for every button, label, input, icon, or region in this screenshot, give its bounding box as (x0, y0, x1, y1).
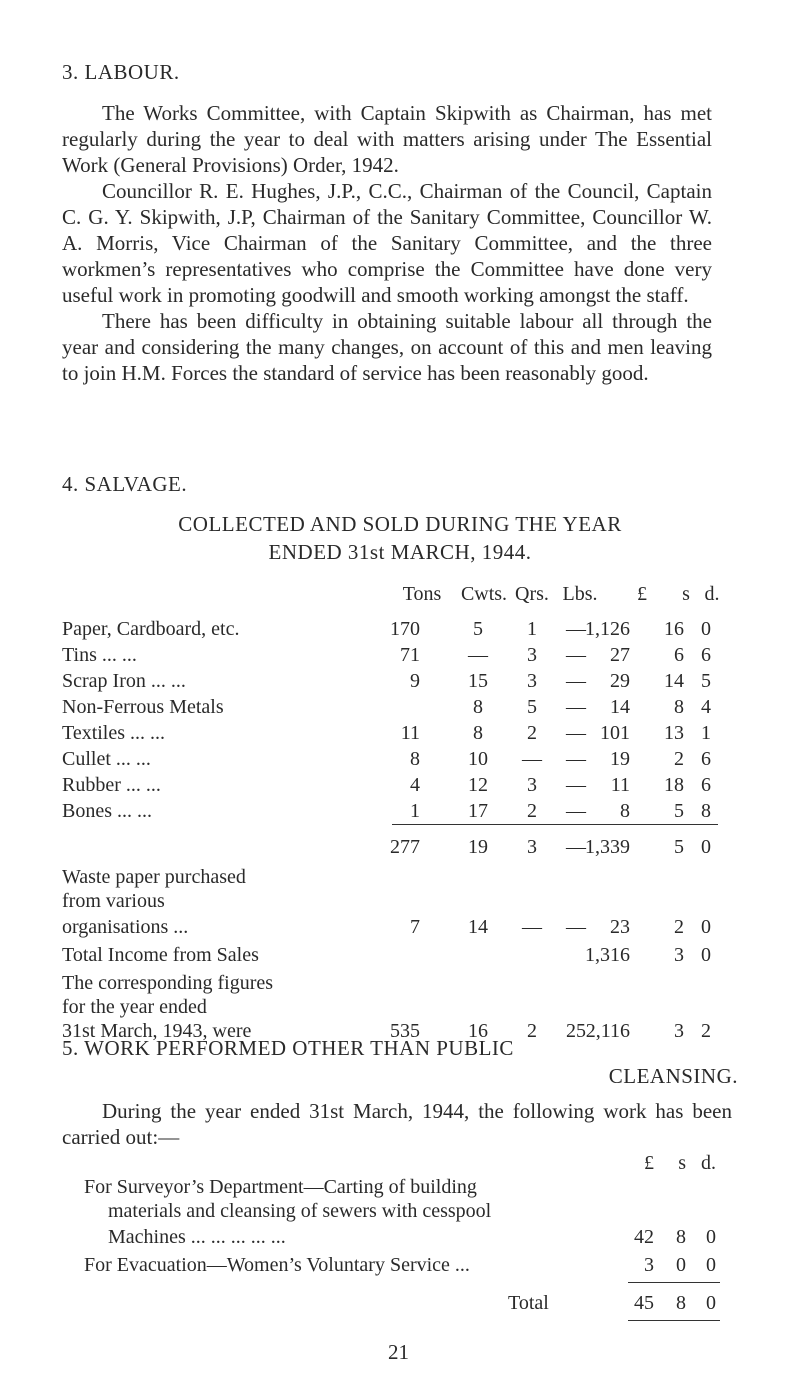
income-pounds: 1,316 (585, 944, 630, 966)
work-item-1-line1: For Surveyor’s Department—Carting of building (84, 1176, 477, 1198)
salvage-cell-cwts: 8 (473, 696, 483, 718)
salvage-cell-pounds: 101 (600, 722, 630, 744)
salvage-cell-pence: 6 (701, 774, 711, 796)
income-pence: 0 (701, 944, 711, 966)
waste-paper-pence: 0 (701, 916, 711, 938)
previous-cwts: 16 (468, 1020, 488, 1042)
waste-paper-label-line2: from various (62, 890, 165, 912)
column-header-lbs: Lbs. (562, 583, 598, 605)
salvage-cell-pounds: 14 (610, 696, 630, 718)
salvage-cell-lbs: — (566, 800, 586, 822)
salvage-cell-cwts: 10 (468, 748, 488, 770)
work-item-1-shillings: 8 (676, 1226, 686, 1248)
income-label: Total Income from Sales (62, 944, 259, 966)
salvage-total-lbs: — (566, 836, 586, 858)
income-shillings: 3 (674, 944, 684, 966)
salvage-row-label: Tins ... ... (62, 644, 137, 666)
salvage-total-qrs: 3 (527, 836, 537, 858)
salvage-cell-pence: 5 (701, 670, 711, 692)
salvage-total-shillings: 5 (674, 836, 684, 858)
salvage-total-pence: 0 (701, 836, 711, 858)
previous-tons: 535 (390, 1020, 420, 1042)
salvage-cell-shillings: 2 (674, 748, 684, 770)
salvage-cell-shillings: 5 (674, 800, 684, 822)
salvage-cell-pounds: 29 (610, 670, 630, 692)
page-number: 21 (388, 1340, 409, 1364)
salvage-cell-tons: 11 (400, 722, 420, 744)
salvage-cell-qrs: 3 (527, 670, 537, 692)
waste-paper-label-line3: organisations ... (62, 916, 189, 938)
salvage-cell-pence: 8 (701, 800, 711, 822)
salvage-cell-pence: 6 (701, 644, 711, 666)
labour-body (62, 100, 712, 386)
waste-paper-tons: 7 (410, 916, 420, 938)
column-header-cwts: Cwts. (460, 583, 508, 605)
salvage-cell-lbs: — (566, 748, 586, 770)
previous-shillings: 3 (674, 1020, 684, 1042)
salvage-row-label: Non-Ferrous Metals (62, 696, 224, 718)
salvage-cell-pence: 0 (701, 618, 711, 640)
salvage-cell-cwts: 12 (468, 774, 488, 796)
salvage-row-label: Paper, Cardboard, etc. (62, 618, 240, 640)
salvage-cell-shillings: 6 (674, 644, 684, 666)
salvage-cell-pounds: 1,126 (585, 618, 630, 640)
column-header-shillings: s (682, 583, 690, 605)
work-item-2-pence: 0 (706, 1254, 716, 1276)
work-total-rule-top (628, 1282, 720, 1283)
waste-paper-lbs: — (566, 916, 586, 938)
waste-paper-qrs: — (522, 916, 542, 938)
work-item-2-pounds: 3 (644, 1254, 654, 1276)
salvage-cell-pounds: 8 (620, 800, 630, 822)
work-heading-line1: 5. WORK PERFORMED OTHER THAN PUBLIC (62, 1036, 514, 1060)
salvage-row-label: Rubber ... ... (62, 774, 161, 796)
work-item-1-line2: materials and cleansing of sewers with cesspool (108, 1200, 492, 1222)
salvage-cell-shillings: 16 (664, 618, 684, 640)
salvage-cell-lbs: — (566, 774, 586, 796)
waste-paper-label-line1: Waste paper purchased (62, 866, 246, 888)
labour-paragraph-3: There has been difficulty in obtaining suitable labour all through the year and considering the many changes, on account of this and men leaving to join H.M. Forces the standard of service has been reasonably good. (62, 309, 712, 385)
salvage-cell-qrs: 2 (527, 722, 537, 744)
labour-paragraph-2: Councillor R. E. Hughes, J.P., C.C., Chairman of the Council, Captain C. G. Y. Skipwith, J.P, Chairman of the Sanitary Committee, Councillor W. A. Morris, Vice Chairman of the Sanitary Committee, and the three workmen’s representatives who comprise the Committee have done very useful work in promoting goodwill and smooth working amongst the staff. (62, 179, 712, 307)
salvage-cell-cwts: 15 (468, 670, 488, 692)
salvage-row-label: Bones ... ... (62, 800, 152, 822)
salvage-cell-shillings: 8 (674, 696, 684, 718)
salvage-cell-lbs: — (566, 644, 586, 666)
previous-pounds: 2,116 (585, 1020, 630, 1042)
work-total-shillings: 8 (676, 1292, 686, 1314)
labour-heading: 3. LABOUR. (62, 60, 180, 84)
salvage-cell-qrs: — (522, 748, 542, 770)
salvage-title-line1: COLLECTED AND SOLD DURING THE YEAR (178, 512, 622, 536)
column-header-qrs: Qrs. (515, 583, 549, 605)
salvage-cell-pence: 1 (701, 722, 711, 744)
salvage-row-label: Textiles ... ... (62, 722, 166, 744)
salvage-cell-pence: 6 (701, 748, 711, 770)
salvage-total-cwts: 19 (468, 836, 488, 858)
work-heading-line2: CLEANSING. (608, 1064, 738, 1088)
work-item-1-line3: Machines ... ... ... ... ... (108, 1226, 286, 1248)
salvage-cell-cwts: — (468, 644, 488, 666)
previous-qrs: 2 (527, 1020, 537, 1042)
work-intro (62, 1098, 732, 1150)
total-rule (392, 824, 718, 825)
salvage-row-label: Cullet ... ... (62, 748, 151, 770)
salvage-cell-tons: 9 (410, 670, 420, 692)
previous-label-line1: The corresponding figures (62, 972, 274, 994)
salvage-total-pounds: 1,339 (585, 836, 630, 858)
waste-paper-cwts: 14 (468, 916, 488, 938)
salvage-cell-shillings: 18 (664, 774, 684, 796)
salvage-cell-pounds: 27 (610, 644, 630, 666)
previous-lbs: 25 (566, 1020, 586, 1042)
salvage-cell-qrs: 2 (527, 800, 537, 822)
salvage-cell-shillings: 13 (664, 722, 684, 744)
salvage-cell-qrs: 3 (527, 774, 537, 796)
work-total-pounds: 45 (634, 1292, 654, 1314)
work-total-label: Total (508, 1292, 549, 1314)
salvage-cell-tons: 8 (410, 748, 420, 770)
salvage-cell-pounds: 19 (610, 748, 630, 770)
column-header-pence: d. (704, 583, 720, 605)
work-col-shillings: s (678, 1152, 686, 1174)
salvage-cell-cwts: 5 (473, 618, 483, 640)
work-total-rule-bottom (628, 1320, 720, 1321)
salvage-cell-cwts: 8 (473, 722, 483, 744)
waste-paper-shillings: 2 (674, 916, 684, 938)
salvage-total-tons: 277 (390, 836, 420, 858)
waste-paper-pounds: 23 (610, 916, 630, 938)
previous-pence: 2 (701, 1020, 711, 1042)
column-header-tons: Tons (402, 583, 442, 605)
salvage-title-line2: ENDED 31st MARCH, 1944. (268, 540, 532, 564)
work-col-pounds: £ (644, 1152, 654, 1174)
work-item-1-pounds: 42 (634, 1226, 654, 1248)
salvage-cell-lbs: — (566, 618, 586, 640)
column-header-pounds: £ (637, 583, 647, 605)
salvage-cell-tons: 71 (400, 644, 420, 666)
salvage-cell-qrs: 5 (527, 696, 537, 718)
work-total-pence: 0 (706, 1292, 716, 1314)
salvage-row-label: Scrap Iron ... ... (62, 670, 186, 692)
salvage-cell-shillings: 14 (664, 670, 684, 692)
previous-label-line3: 31st March, 1943, were (62, 1020, 252, 1042)
salvage-heading: 4. SALVAGE. (62, 472, 188, 496)
work-item-2-shillings: 0 (676, 1254, 686, 1276)
salvage-cell-lbs: — (566, 696, 586, 718)
salvage-cell-lbs: — (566, 722, 586, 744)
salvage-cell-cwts: 17 (468, 800, 488, 822)
previous-label-line2: for the year ended (62, 996, 207, 1018)
labour-paragraph-1: The Works Committee, with Captain Skipwith as Chairman, has met regularly during the year to deal with matters arising under The Essential Work (General Provisions) Order, 1942. (62, 101, 712, 177)
salvage-cell-pounds: 11 (610, 774, 630, 796)
salvage-cell-pence: 4 (701, 696, 711, 718)
salvage-cell-lbs: — (566, 670, 586, 692)
work-item-2-line1: For Evacuation—Women’s Voluntary Service ... (84, 1254, 470, 1276)
salvage-cell-tons: 170 (390, 618, 420, 640)
salvage-cell-tons: 4 (410, 774, 420, 796)
work-col-pence: d. (701, 1152, 716, 1174)
work-item-1-pence: 0 (706, 1226, 716, 1248)
salvage-cell-tons: 1 (410, 800, 420, 822)
work-intro-text: During the year ended 31st March, 1944, the following work has been carried out:— (62, 1099, 732, 1149)
salvage-cell-qrs: 1 (527, 618, 537, 640)
salvage-cell-qrs: 3 (527, 644, 537, 666)
